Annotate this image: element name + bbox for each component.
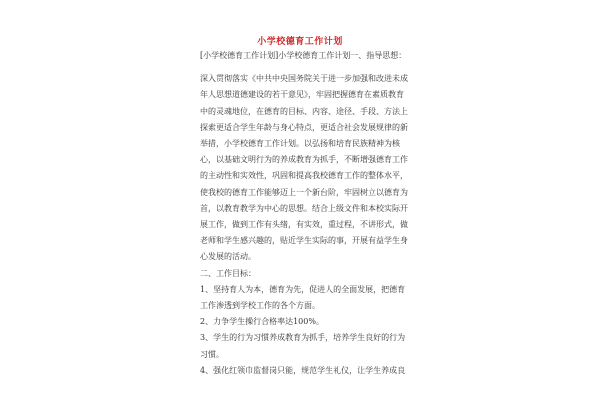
- document-body: [200, 48, 410, 379]
- paragraph-gap: [200, 64, 410, 71]
- paragraph-guiding-thought: 深入贯彻落实《中共中央国务院关于进一步加强和改进未成年人思想道德建设的若干意见》，牢固把握德育在素质教育中的灵魂地位，在德育的目标、内容、途径、手段、方法上探索更适合学生年龄与身心特点，更适合社会发展规律的新举措，小学校德育工作计划。以弘扬和培育民族精神为核心，以基础文明行为的养成教育为抓手，不断增强德育工作的主动性和实效性，巩固和提高我校德育工作的整体水平，使我校的德育工作能够迈上一个新台阶，牢固树立以德育为首，以教育教学为中心的思想。结合上级文件和本校实际开展工作，做到工作有头绪，有实效，重过程，不讲形式，做老师和学生感兴趣的，贴近学生实际的事，开展有益学生身心发展的活动。: [200, 74, 408, 262]
- paragraph-goal-4: 4、强化红领巾监督岗只能，规范学生礼仪，让学生养成良: [200, 365, 406, 375]
- paragraph-goal-1: 1、坚持育人为本，德育为先，促进人的全面发展，把德育工作渗透到学校工作的各个方面。: [200, 284, 406, 311]
- paragraph-goal-2: 2、力争学生操行合格率达100%。: [200, 317, 324, 327]
- paragraph-intro: [小学校德育工作计划]小学校德育工作计划一、指导思想：: [200, 51, 407, 60]
- paragraph-goal-3: 3、学生的行为习惯养成教育为抓手，培养学生良好的行为习惯。: [200, 333, 406, 359]
- paragraph-goals-heading: 二、工作目标：: [200, 268, 256, 278]
- document-title: 小学校德育工作计划: [257, 37, 343, 47]
